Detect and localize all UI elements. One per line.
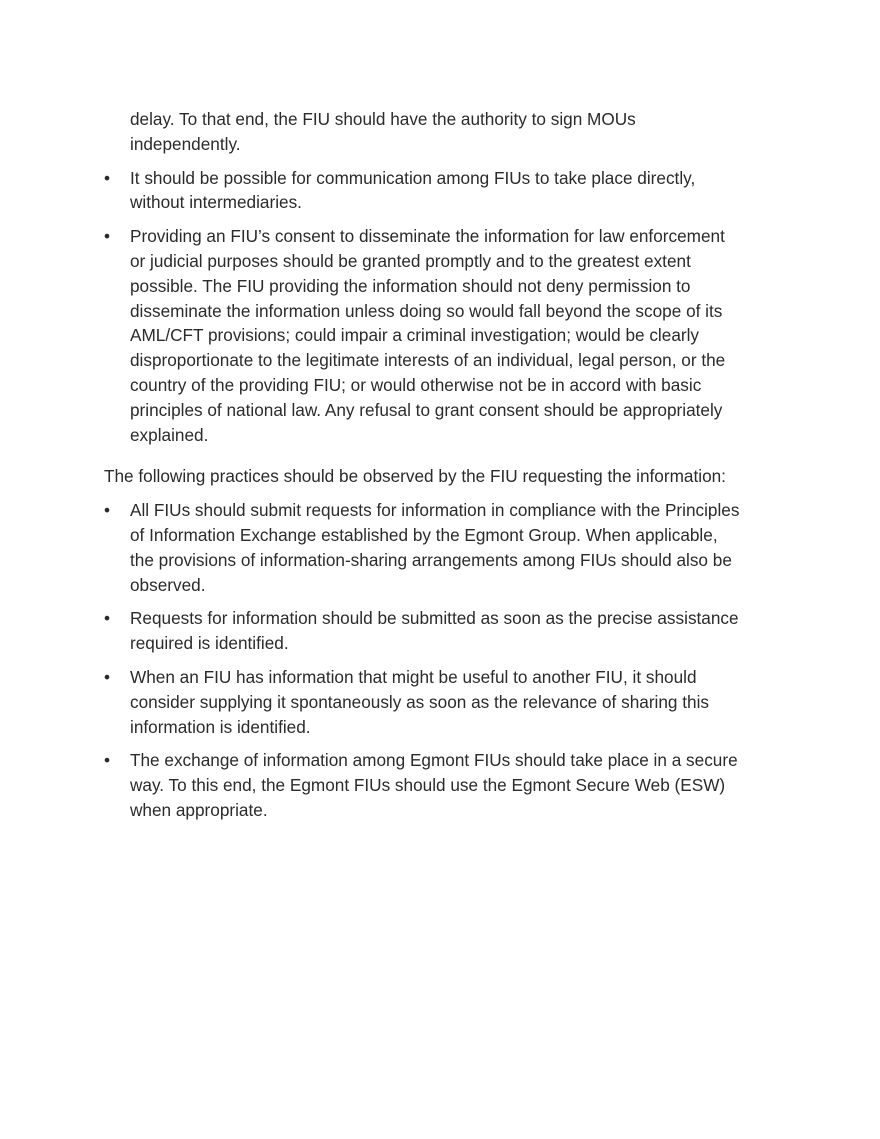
list-item <box>104 166 744 216</box>
list-item-text: When an FIU has information that might be useful to another FIU, it should consider supplying it spontaneously as soon as the relevance of sharing this information is identified. <box>130 666 709 737</box>
list-item <box>104 748 744 822</box>
list-item <box>104 606 744 656</box>
continuation-text: delay. To that end, the FIU should have the authority to sign MOUs independently. <box>130 109 636 154</box>
list-item <box>104 498 744 597</box>
bullet-list-two <box>104 498 744 823</box>
document-body <box>104 107 744 832</box>
bullet-icon: • <box>104 608 111 629</box>
bullet-icon: • <box>104 666 111 687</box>
bullet-icon: • <box>104 226 111 247</box>
bullet-icon: • <box>104 500 111 521</box>
list-item <box>104 665 744 739</box>
bullet-icon: • <box>104 167 111 188</box>
list-item-text: It should be possible for communication among FIUs to take place directly, without intermediaries. <box>130 167 696 213</box>
list-item-text: Providing an FIU’s consent to disseminate the information for law enforcement or judicial purposes should be granted promptly and to the greatest extent possible. The FIU providing the information should not deny permission to disseminate the information unless doing so would fall beyond the scope of its AML/CFT provisions; could impair a criminal investigation; would be clearly disproportionate to the legitimate interests of an individual, legal person, or the country of the providing FIU; or would otherwise not be in accord with basic principles of national law. Any refusal to grant consent should be appropriately explained. <box>130 226 726 445</box>
bullet-icon: • <box>104 750 111 771</box>
list-item-text: The exchange of information among Egmont FIUs should take place in a secure way. To this end, the Egmont FIUs should use the Egmont Secure Web (ESW) when appropriate. <box>130 750 738 820</box>
list-item-text: All FIUs should submit requests for information in compliance with the Principles of Information Exchange established by the Egmont Group. When applicable, the provisions of information-sharing arrangements among FIUs should also be observed. <box>130 500 740 595</box>
list-item-text: Requests for information should be submitted as soon as the precise assistance required is identified. <box>130 608 739 654</box>
list-item <box>104 224 744 447</box>
intro-paragraph: The following practices should be observed by the FIU requesting the information: <box>104 466 726 487</box>
bullet-list-one <box>104 166 744 448</box>
